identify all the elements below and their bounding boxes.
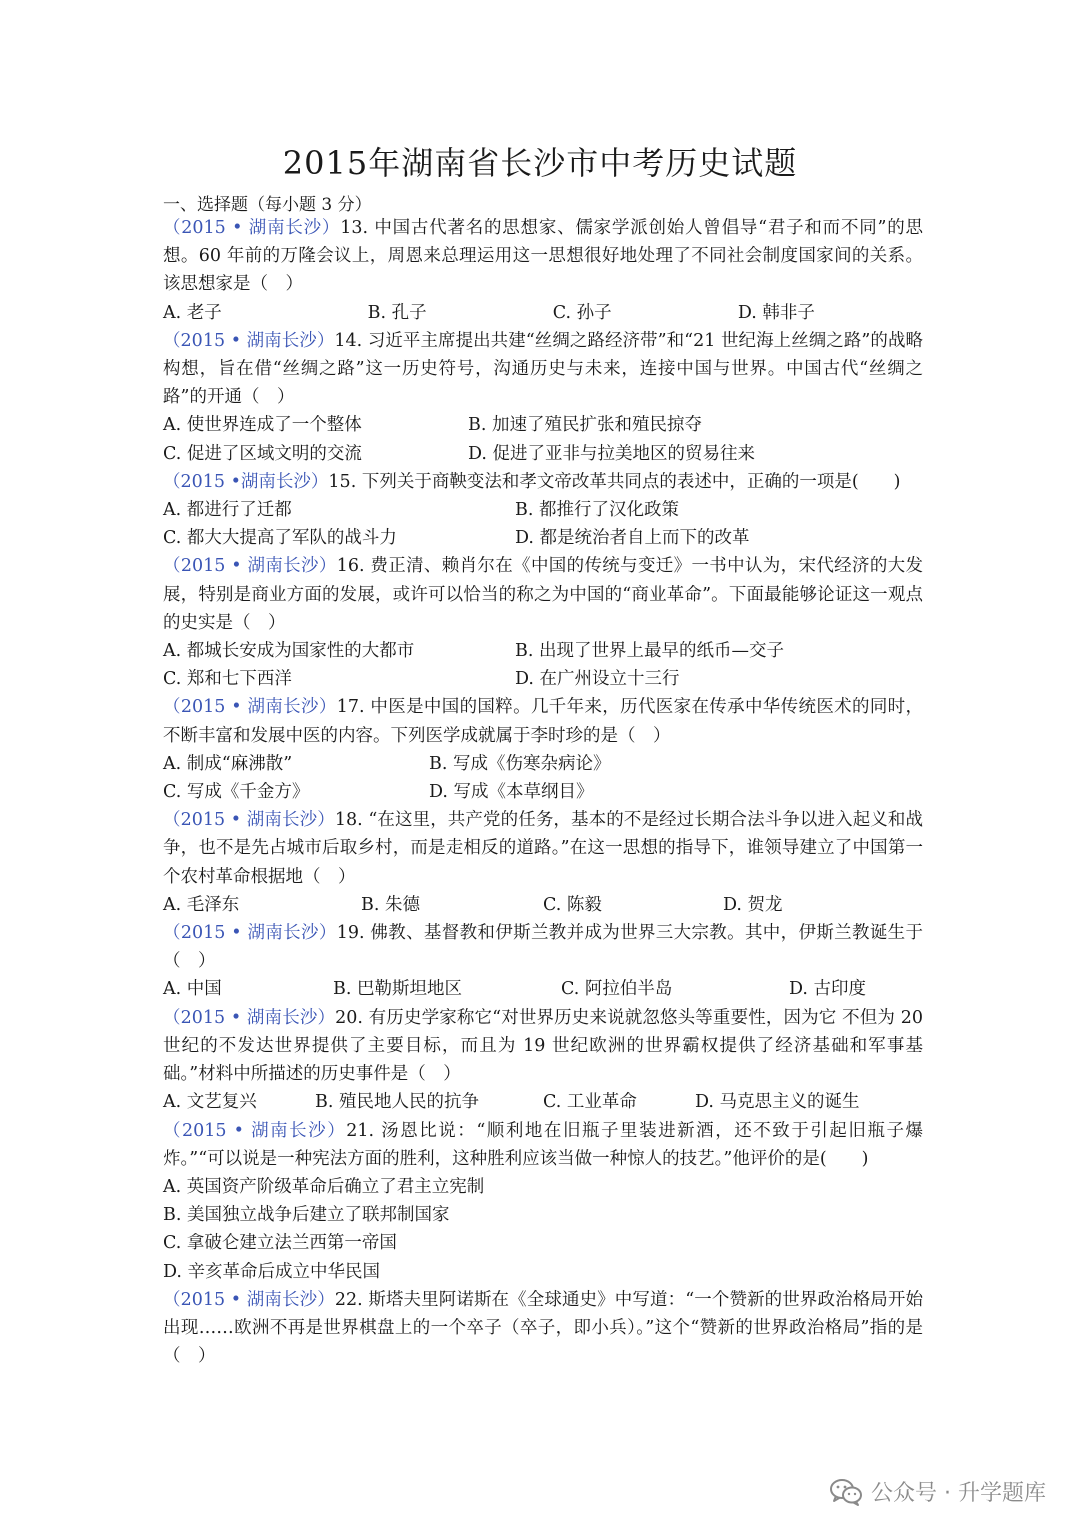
options-row (163, 637, 923, 665)
options-row (163, 1201, 923, 1229)
question-source: （2015 • 湖南长沙） (163, 1289, 335, 1310)
option-a: A. 使世界连成了一个整体 (163, 415, 362, 436)
page-title: 2015年湖南省长沙市中考历史试题 (282, 144, 798, 182)
question-18 (163, 806, 923, 919)
question-15 (163, 468, 923, 553)
question-source: （2015 • 湖南长沙） (163, 697, 337, 718)
options-row (163, 299, 923, 327)
option-b: B. 孔子 (367, 302, 427, 323)
question-text: 19. 佛教、基督教和伊斯兰教并成为世界三大宗教。其中，伊斯兰教诞生于（ ） (163, 923, 923, 972)
options-row (163, 411, 923, 439)
option-a: A. 都进行了迁都 (163, 500, 292, 521)
question-text: 22. 斯塔夫里阿诺斯在《全球通史》中写道：“一个赞新的世界政治格局开始出现……欧洲不再是世界棋盘上的一个卒子（卒子，即小兵）。”这个“赞新的世界政治格局”指的是（ ） (163, 1289, 924, 1367)
question-16 (163, 552, 923, 693)
option-c: C. 孙子 (552, 302, 612, 323)
option-d: D. 在广州设立十三行 (515, 669, 680, 690)
question-13 (163, 214, 923, 327)
question-text: 21. 汤恩比说：“顺利地在旧瓶子里装进新酒，还不致于引起旧瓶子爆炸。”“可以说是一种宪法方面的胜利，这种胜利应该当做一种惊人的技艺。”他评价的是( ) (163, 1120, 924, 1169)
options-row (163, 750, 923, 778)
option-b: B. 加速了殖民扩张和殖民掠夺 (468, 415, 702, 436)
question-14 (163, 327, 923, 468)
wechat-icon (829, 1477, 863, 1507)
question-text: 13. 中国古代著名的思想家、儒家学派创始人曾倡导“君子和而不同”的思想。60 年前的万隆会议上，周恩来总理运用这一思想很好地处理了不同社会制度国家间的关系。该思想家是（ ） (163, 218, 923, 295)
option-d: D. 贺龙 (723, 894, 783, 915)
options-row (163, 1258, 923, 1286)
option-a: A. 都城长安成为国家性的大都市 (163, 641, 415, 662)
question-source: （2015 • 湖南长沙） (163, 810, 335, 831)
options-row (163, 1229, 923, 1257)
question-17 (163, 693, 923, 806)
option-d: D. 写成《本草纲目》 (429, 782, 594, 803)
options-row (163, 524, 923, 552)
option-d: D. 都是统治者自上而下的改革 (515, 528, 750, 549)
option-b: B. 朱德 (361, 894, 420, 915)
options-row (163, 1173, 923, 1201)
option-c: C. 拿破仑建立法兰西第一帝国 (163, 1233, 397, 1254)
option-a: A. 老子 (163, 302, 222, 323)
option-d: D. 辛亥革命后成立中华民国 (163, 1261, 381, 1282)
options-row (163, 778, 923, 806)
question-source: （2015 • 湖南长沙） (163, 218, 341, 238)
option-c: C. 郑和七下西洋 (163, 669, 292, 690)
option-b: B. 美国独立战争后建立了联邦制国家 (163, 1205, 450, 1226)
question-source: （2015 • 湖南长沙） (163, 1120, 347, 1141)
watermark-text: 公众号 · 升学题库 (871, 1481, 1046, 1506)
options-row (163, 891, 923, 919)
option-c: C. 工业革命 (543, 1092, 637, 1113)
option-a: A. 英国资产阶级革命后确立了君主立宪制 (163, 1176, 485, 1197)
option-a: A. 制成“麻沸散” (163, 753, 293, 774)
options-row (163, 496, 923, 524)
option-d: D. 韩非子 (737, 302, 815, 323)
option-a: A. 毛泽东 (163, 894, 240, 915)
question-19 (163, 919, 923, 1004)
options-row (163, 665, 923, 693)
question-20 (163, 1004, 923, 1117)
option-c: C. 阿拉伯半岛 (561, 979, 673, 1000)
option-b: B. 都推行了汉化政策 (515, 500, 679, 521)
option-c: C. 都大大提高了军队的战斗力 (163, 528, 397, 549)
options-row (163, 440, 923, 468)
question-22 (163, 1286, 923, 1371)
option-b: B. 巴勒斯坦地区 (333, 979, 462, 1000)
question-source: （2015 • 湖南长沙） (163, 923, 337, 944)
section-heading: 一、选择题（每小题 3 分） (163, 195, 372, 215)
question-text: 15. 下列关于商鞅变法和孝文帝改革共同点的表述中，正确的一项是( ) (328, 471, 901, 492)
question-text: 16. 费正清、赖肖尔在《中国的传统与变迁》一书中认为，宋代经济的大发展，特别是商业方面的发展，或许可以恰当的称之为中国的“商业革命”。下面最能够论证这一观点的史实是（ ） (163, 556, 923, 633)
question-list (163, 214, 923, 1370)
question-source: （2015 •湖南长沙） (163, 471, 329, 492)
option-a: A. 中国 (163, 979, 222, 1000)
question-text: 14. 习近平主席提出共建“丝绸之路经济带”和“21 世纪海上丝绸之路”的战略构想，旨在借“丝绸之路”这一历史符号，沟通历史与未来，连接中国与世界。中国古代“丝绸之路”的开通（ ） (163, 330, 923, 408)
option-d: D. 古印度 (789, 979, 867, 1000)
option-c: C. 促进了区域文明的交流 (163, 443, 362, 464)
option-b: B. 写成《伤寒杂病论》 (429, 753, 611, 774)
question-text: 18. “在这里，共产党的任务，基本的不是经过长期合法斗争以进入起义和战争，也不是先占城市后取乡村，而是走相反的道路。”在这一思想的指导下，谁领导建立了中国第一个农村革命根据地（ ） (163, 810, 924, 887)
question-source: （2015 • 湖南长沙） (163, 556, 337, 577)
option-d: D. 促进了亚非与拉美地区的贸易往来 (468, 443, 756, 464)
option-c: C. 写成《千金方》 (163, 782, 310, 803)
question-source: （2015 • 湖南长沙） (163, 1007, 336, 1028)
option-b: B. 殖民地人民的抗争 (315, 1092, 479, 1113)
question-text: 17. 中医是中国的国粹。几千年来，历代医家在传承中华传统医术的同时，不断丰富和发展中医的内容。下列医学成就属于李时珍的是（ ） (163, 697, 923, 746)
question-text: 20. 有历史学家称它“对世界历史来说就忽悠头等重要性，因为它 不但为 20 世纪的不发达世界提供了主要目标，而且为 19 世纪欧洲的世界霸权提供了经济基础和军事基础。”材料中所描述的历史事件是（ ） (163, 1007, 924, 1085)
question-21 (163, 1117, 923, 1286)
options-row (163, 1088, 923, 1116)
option-d: D. 马克思主义的诞生 (695, 1092, 860, 1113)
options-row (163, 975, 923, 1003)
watermark (829, 1476, 1046, 1507)
question-source: （2015 • 湖南长沙） (163, 330, 335, 351)
option-c: C. 陈毅 (543, 894, 602, 915)
option-a: A. 文艺复兴 (163, 1092, 257, 1113)
option-b: B. 出现了世界上最早的纸币—交子 (515, 641, 784, 662)
